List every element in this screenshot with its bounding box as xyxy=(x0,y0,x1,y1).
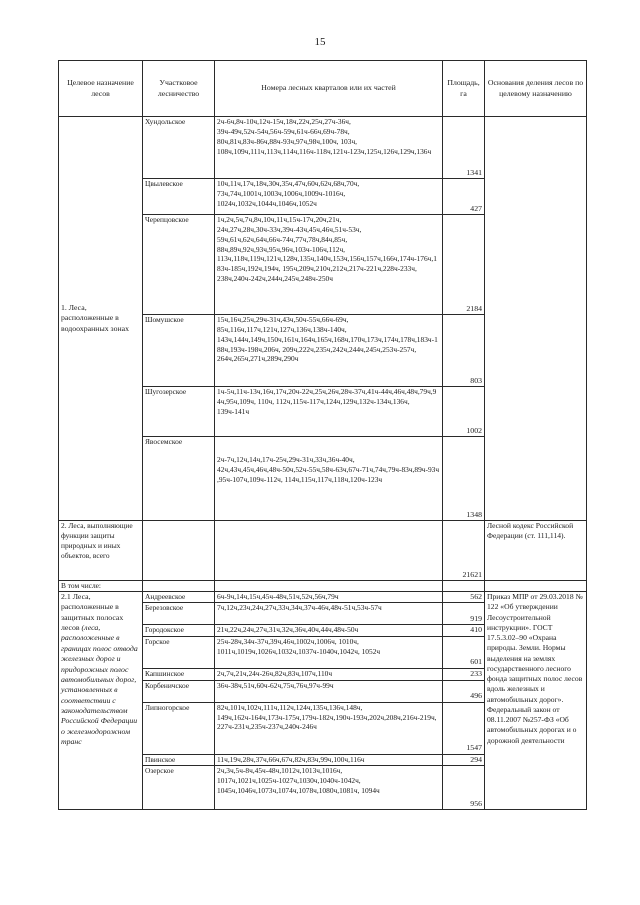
section21-basis: Приказ МПР от 29.03.2018 № 122 «Об утверждении Лесоустроительной инструкции». ГОСТ 17.5.3.02–90 «Охрана природы. Земли. Нормы выделения на землях государственного лесного фонда защитных полос лесов вдоль железных и автомобильных дорог». Федеральный закон от 08.11.2007 №257-ФЗ «Об автомобильных дорогах и о дорожной деятельности xyxy=(485,592,587,810)
area-value: 496 xyxy=(443,680,485,702)
empty-cell xyxy=(143,581,215,592)
section2-area: 21621 xyxy=(443,521,485,581)
blocks-list: 21ч,22ч,24ч,27ч,31ч,32ч,36ч,40ч,44ч,48ч-50ч xyxy=(215,625,443,636)
area-value: 919 xyxy=(443,603,485,625)
forestry-name: Корбеничское xyxy=(143,680,215,702)
blocks-list: 10ч,11ч,17ч,18ч,30ч,35ч,47ч,60ч,62ч,68ч,70ч, 73ч,74ч,1001ч,1003ч,1006ч,1009ч-1016ч, 1024ч,1032ч,1044ч,1046ч,1052ч xyxy=(215,179,443,215)
area-value: 956 xyxy=(443,766,485,810)
area-value: 2184 xyxy=(443,215,485,315)
section2-purpose: 2. Леса, выполняющие функции защиты природных и иных объектов, всего xyxy=(59,521,143,581)
empty-cell xyxy=(215,581,443,592)
header-basis: Основания деления лесов по целевому назначению xyxy=(485,61,587,117)
blocks-list: 25ч-28ч,34ч-37ч,39ч,46ч,1002ч,1006ч, 1010ч, 1011ч,1019ч,1026ч,1032ч,1037ч-1040ч,1042ч, 1052ч xyxy=(215,636,443,668)
section1-basis xyxy=(485,117,587,521)
blocks-list: 1ч,2ч,5ч,7ч,8ч,10ч,11ч,15ч-17ч,20ч,21ч, 24ч,27ч,28ч,30ч-33ч,39ч-43ч,45ч,46ч,51ч-53ч, 59ч,61ч,62ч,64ч,66ч-74ч,77ч,78ч,84ч,85ч, 88ч,89ч,92ч,93ч,95ч,96ч,103ч-106ч,112ч, 113ч,118ч,119ч,121ч,128ч,135ч,140ч,153ч,156ч,157ч,166ч,174ч-176ч,183ч-185ч,192ч,194ч, 195ч,209ч,210ч,212ч,217ч-221ч,228ч-233ч, 238ч,240ч-242ч,244ч,245ч,248ч-250ч xyxy=(215,215,443,315)
area-value: 410 xyxy=(443,625,485,636)
table-header-row xyxy=(59,61,587,117)
blocks-list: 11ч,19ч,28ч,37ч,66ч,67ч,82ч,83ч,99ч,100ч,116ч xyxy=(215,754,443,765)
forestry-name: Березовское xyxy=(143,603,215,625)
area-value: 427 xyxy=(443,179,485,215)
area-value: 601 xyxy=(443,636,485,668)
empty-cell xyxy=(443,581,485,592)
blocks-list: 15ч,16ч,25ч,29ч-31ч,43ч,50ч-55ч,66ч-69ч, 85ч,116ч,117ч,121ч,127ч,136ч,138ч-140ч, 143ч,144ч,149ч,150ч,161ч,164ч,165ч,168ч,170ч,173ч,174ч,178ч,183ч-188ч,193ч-198ч,206ч, 209ч,222ч,235ч,242ч,244ч,245ч,253ч-257ч, 264ч,265ч,271ч,289ч,290ч xyxy=(215,315,443,387)
blocks-list: 2ч-7ч,12ч,14ч,17ч-25ч,29ч-31ч,33ч,36ч-40ч, 42ч,43ч,45ч,46ч,48ч-50ч,52ч-55ч,58ч-63ч,67ч-71ч,74ч,79ч-83ч,89ч-93ч,95ч-107ч,109ч-112ч, 114ч,115ч,117ч,118ч,120ч-123ч xyxy=(215,437,443,521)
blocks-list: 2ч-6ч,8ч-10ч,12ч-15ч,18ч,22ч,25ч,27ч-36ч, 39ч-49ч,52ч-54ч,56ч-59ч,61ч-66ч,69ч-78ч, 80ч,81ч,83ч-86ч,88ч-93ч,97ч,98ч,100ч, 103ч, 108ч,109ч,111ч,113ч,114ч,116ч-118ч,121ч-123ч,125ч,126ч,129ч,136ч xyxy=(215,117,443,179)
section21-purpose-note: (леса, расположенные в границах полос отвода железных дорог и придорожных полос автомобильных дорог, установленных в соответствии с законодательством Российской Федерации о железнодорожном транс xyxy=(61,623,138,747)
blocks-list: 2ч,3ч,5ч-8ч,45ч-48ч,1012ч,1013ч,1016ч, 1017ч,1021ч,1025ч-1027ч,1030ч,1040ч-1042ч, 1045ч,1046ч,1073ч,1074ч,1078ч,1080ч,1081ч, 1094ч xyxy=(215,766,443,810)
section2-basis: Лесной кодекс Российской Федерации (ст. 111,114). xyxy=(485,521,587,581)
table-row xyxy=(59,521,587,581)
blocks-list: 7ч,12ч,23ч,24ч,27ч,33ч,34ч,37ч-46ч,48ч-51ч,53ч-57ч xyxy=(215,603,443,625)
blocks-list: 1ч-5ч,11ч-13ч,16ч,17ч,20ч-22ч,25ч,26ч,28ч-37ч,41ч-44ч,46ч,48ч,79ч,94ч,95ч,109ч, 110ч, 112ч,115ч-117ч,124ч,129ч,132ч-134ч,136ч, 139ч-141ч xyxy=(215,387,443,437)
forest-purpose-table xyxy=(58,60,587,810)
header-forestry: Участковое лесничество xyxy=(143,61,215,117)
section1-purpose: 1. Леса, расположенные в водоохранных зонах xyxy=(59,117,143,521)
forestry-name: Хундольское xyxy=(143,117,215,179)
table-row xyxy=(59,117,587,179)
blocks-list: 6ч-9ч,14ч,15ч,45ч-48ч,51ч,52ч,56ч,79ч xyxy=(215,592,443,603)
forestry-name: Пвинское xyxy=(143,754,215,765)
section21-purpose xyxy=(59,592,143,810)
forestry-name: Липногорское xyxy=(143,702,215,754)
area-value: 233 xyxy=(443,668,485,680)
table-row xyxy=(59,592,587,603)
blocks-list: 2ч,7ч,21ч,24ч-26ч,82ч,83ч,107ч,110ч xyxy=(215,668,443,680)
header-blocks: Номера лесных кварталов или их частей xyxy=(215,61,443,117)
forestry-name: Горское xyxy=(143,636,215,668)
page-number: 15 xyxy=(314,36,326,48)
area-value: 1341 xyxy=(443,117,485,179)
header-purpose: Целевое назначение лесов xyxy=(59,61,143,117)
area-value: 1547 xyxy=(443,702,485,754)
section21-purpose-text: 2.1 Леса, расположенные в защитных полосах лесов xyxy=(61,592,124,633)
area-value: 803 xyxy=(443,315,485,387)
area-value: 1002 xyxy=(443,387,485,437)
empty-cell xyxy=(215,521,443,581)
area-value: 562 xyxy=(443,592,485,603)
forestry-name: Городокское xyxy=(143,625,215,636)
forestry-name: Шомушское xyxy=(143,315,215,387)
forestry-name: Явосемское xyxy=(143,437,215,521)
header-area: Площадь, га xyxy=(443,61,485,117)
forestry-name: Озерское xyxy=(143,766,215,810)
empty-cell xyxy=(485,581,587,592)
forestry-name: Черепцовское xyxy=(143,215,215,315)
forestry-name: Цвылевское xyxy=(143,179,215,215)
in-total-label: В том числе: xyxy=(59,581,143,592)
table-row xyxy=(59,581,587,592)
forestry-name: Шугозерское xyxy=(143,387,215,437)
forestry-name: Андреевское xyxy=(143,592,215,603)
forestry-name: Капшинское xyxy=(143,668,215,680)
area-value: 294 xyxy=(443,754,485,765)
blocks-list: 36ч-38ч,51ч,60ч-62ч,75ч,76ч,97ч-99ч xyxy=(215,680,443,702)
area-value: 1348 xyxy=(443,437,485,521)
blocks-list: 82ч,101ч,102ч,111ч,112ч,124ч,135ч,136ч,148ч, 149ч,162ч-164ч,173ч-175ч,179ч-182ч,190ч-193ч,202ч,208ч,216ч-219ч,227ч-231ч,235ч-237ч,240ч-246ч xyxy=(215,702,443,754)
empty-cell xyxy=(143,521,215,581)
